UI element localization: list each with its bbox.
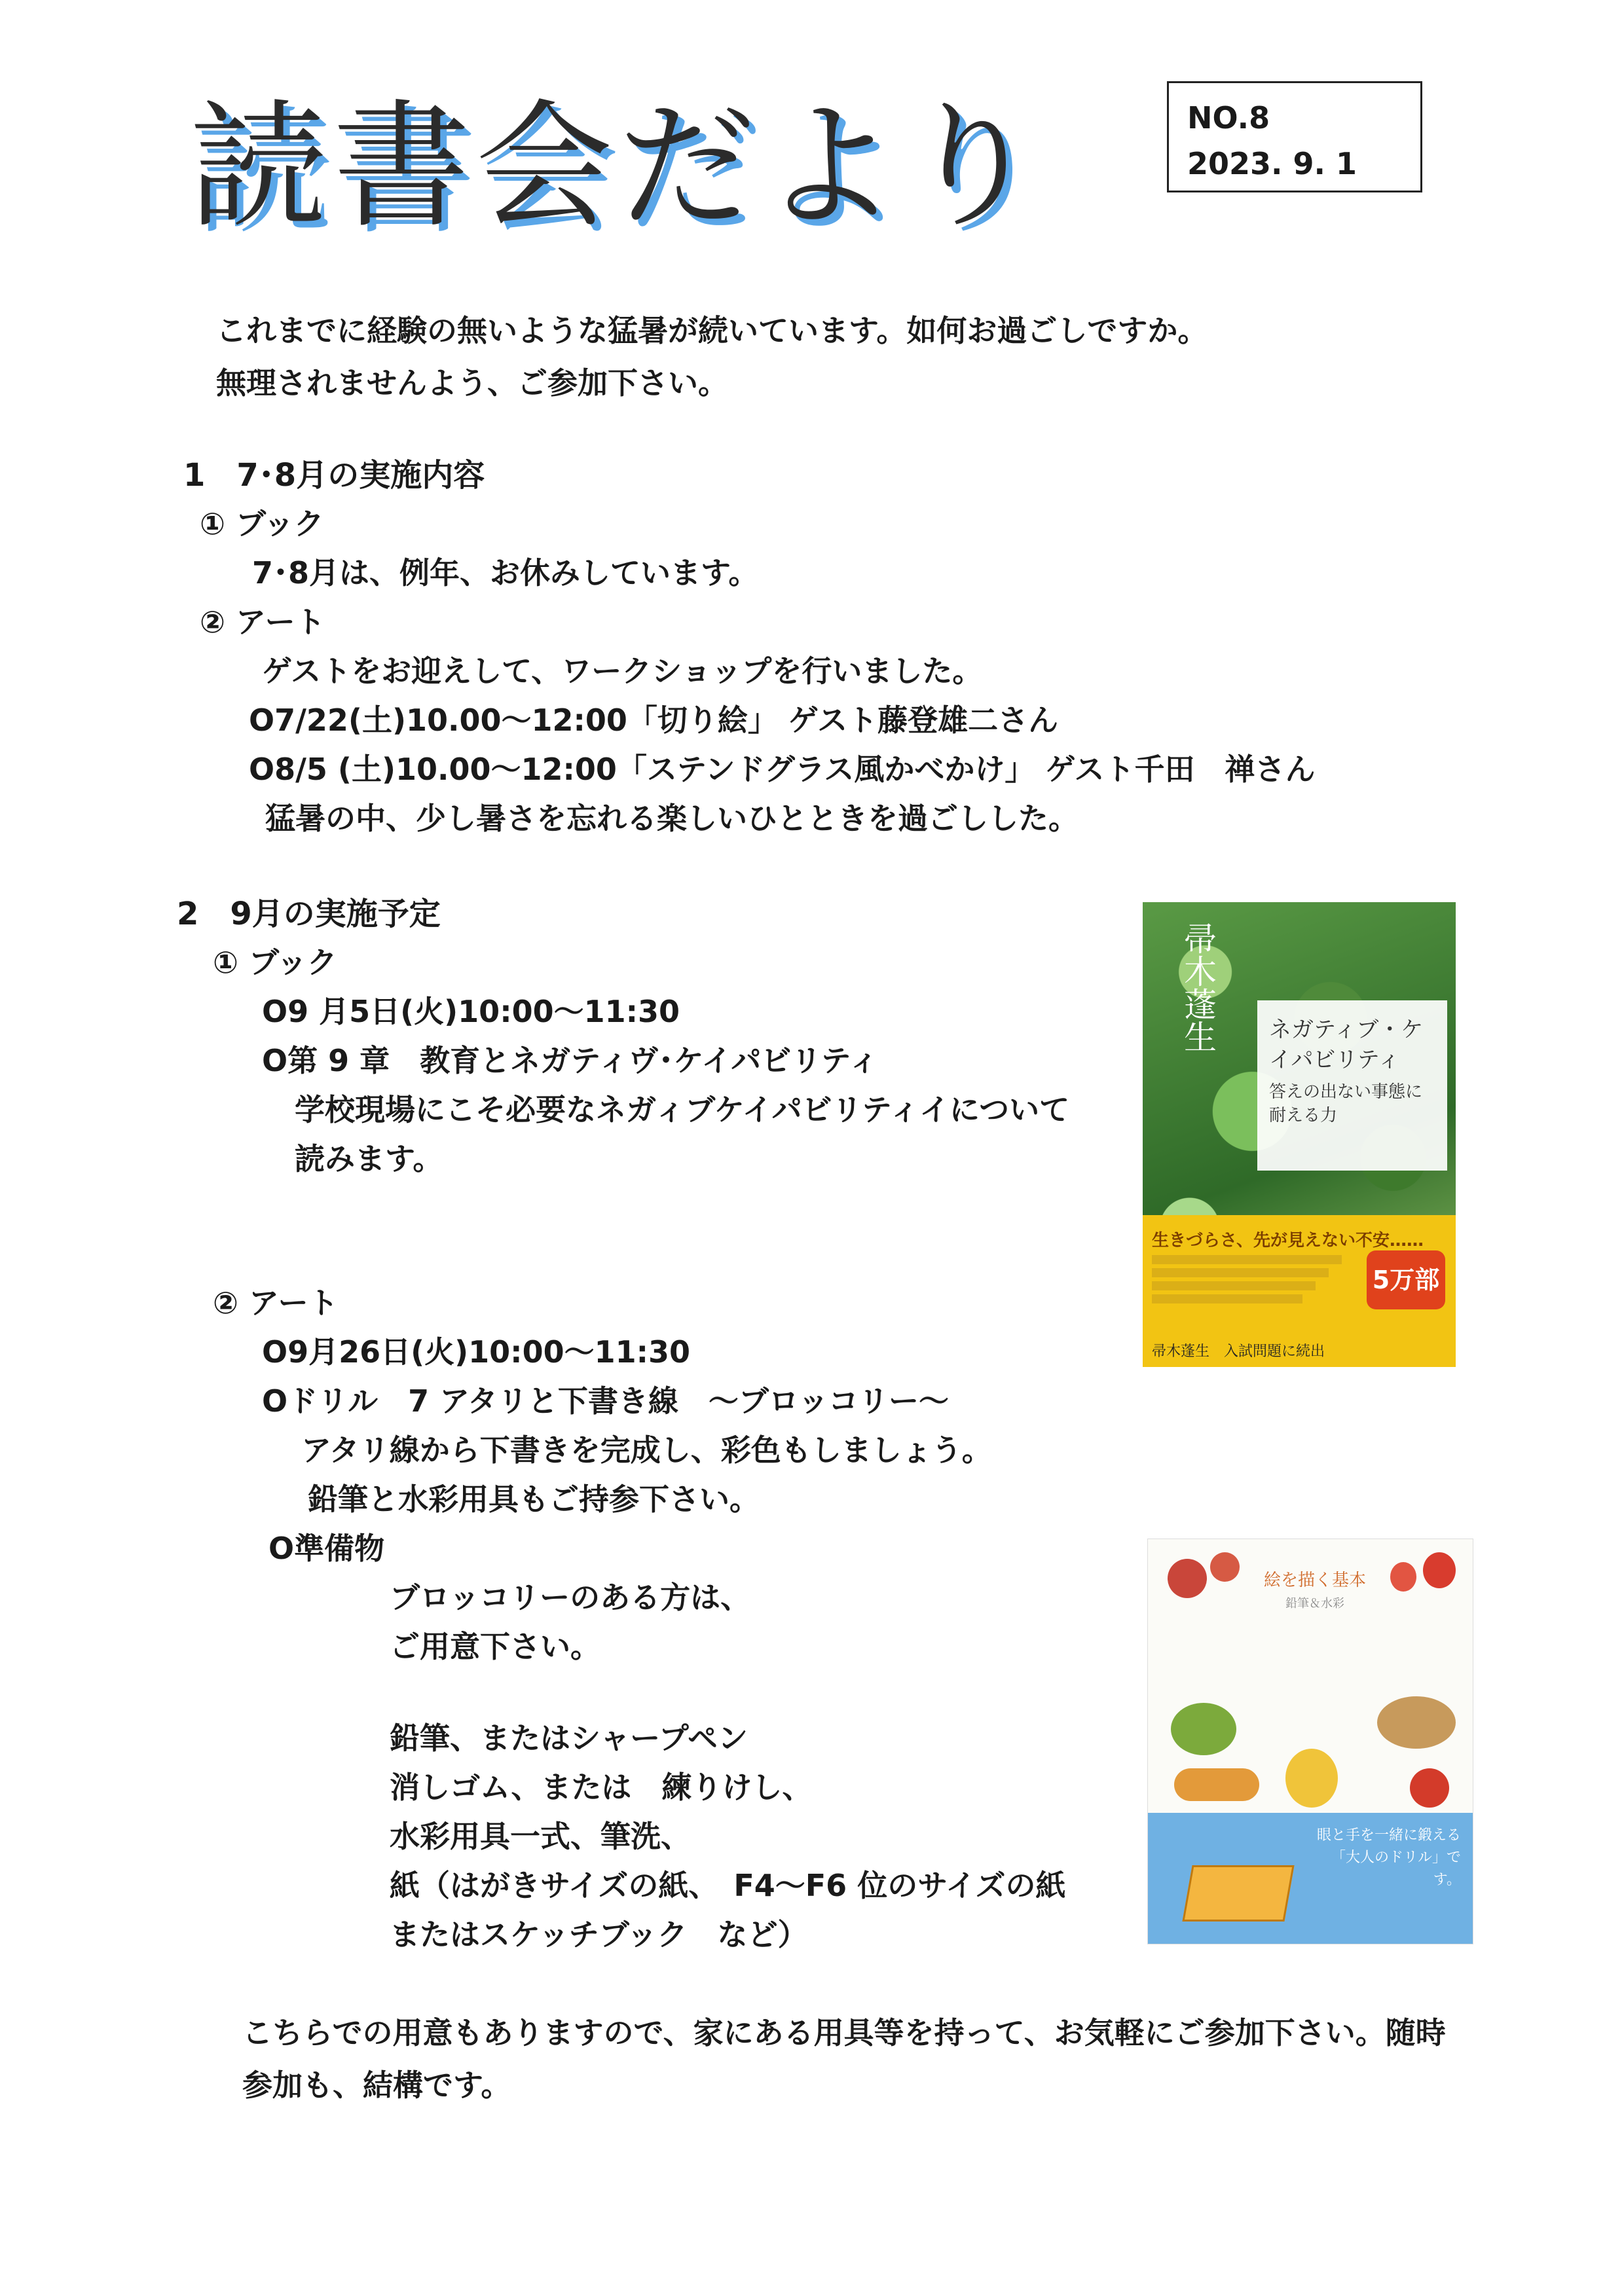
book-cover-negative-capability bbox=[1143, 902, 1456, 1367]
issue-number: NO.8 bbox=[1187, 100, 1270, 136]
section1-heading: 1 7･8月の実施内容 bbox=[183, 457, 485, 494]
strawberry-illustration bbox=[1390, 1562, 1416, 1592]
bread-illustration bbox=[1174, 1768, 1259, 1801]
intro-line-2: 無理されませんよう、ご参加下さい。 bbox=[216, 365, 728, 401]
book1-band-footer: 帚木蓬生 入試問題に続出 bbox=[1152, 1343, 1325, 1360]
prep-label: O準備物 bbox=[268, 1531, 385, 1566]
book2-blue-band bbox=[1148, 1813, 1473, 1944]
intro-line-1: これまでに経験の無いような猛暑が続いています。如何お過ごしですか。 bbox=[216, 313, 1208, 348]
section2-art-label: ② アート bbox=[213, 1285, 339, 1321]
book1-sales-badge: 5万部 bbox=[1367, 1250, 1445, 1309]
book2-title: 絵を描く基本 bbox=[1263, 1571, 1366, 1590]
section1-art-label: ② アート bbox=[200, 604, 325, 640]
closing-line-2: 参加も、結構です。 bbox=[242, 2068, 511, 2103]
prep-line: またはスケッチブック など） bbox=[390, 1917, 808, 1952]
book2-band-text: 眼と手を一緒に鍛える「大人のドリル」です。 bbox=[1316, 1827, 1461, 1888]
broccoli-illustration bbox=[1171, 1703, 1236, 1755]
newsletter-title: 読書会だより bbox=[190, 86, 1047, 247]
section2-art-line: アタリ線から下書きを完成し、彩色もしましょう。 bbox=[301, 1432, 992, 1468]
book1-title-panel bbox=[1257, 1000, 1447, 1171]
section1-book-text: 7･8月は、例年、お休みしています。 bbox=[252, 555, 759, 591]
section2-book-line: 学校現場にこそ必要なネガィブケイパビリティイについて bbox=[295, 1092, 1070, 1127]
book2-book-illustration bbox=[1182, 1865, 1294, 1922]
section1-art-line: O7/22(土)10.00～12:00「切り絵」 ゲスト藤登雄二さん bbox=[249, 702, 1059, 738]
section2-art-line: O9月26日(火)10:00～11:30 bbox=[262, 1334, 691, 1370]
prep-line: ブロッコリーのある方は、 bbox=[390, 1580, 751, 1615]
book-cover-drawing-basics bbox=[1147, 1539, 1473, 1944]
flower-illustration bbox=[1285, 1749, 1338, 1808]
section1-art-line: O8/5 (土)10.00～12:00「ステンドグラス風かべかけ」 ゲスト千田 禅さん bbox=[249, 752, 1316, 787]
book2-title-block bbox=[1246, 1569, 1384, 1616]
prep-line: 鉛筆、またはシャープペン bbox=[390, 1721, 748, 1756]
strawberry-illustration bbox=[1210, 1552, 1240, 1582]
section2-book-line: O第 9 章 教育とネガティヴ･ケイパビリティ bbox=[262, 1043, 879, 1078]
issue-box bbox=[1167, 81, 1422, 192]
book1-catchphrase: 生きづらさ、先が見えない不安…… bbox=[1152, 1231, 1424, 1250]
prep-line: 消しゴム、または 練りけし、 bbox=[390, 1770, 813, 1805]
section1-art-line: ゲストをお迎えして、ワークショップを行いました。 bbox=[262, 653, 983, 689]
book1-author: 帚木蓬生 bbox=[1179, 922, 1217, 1053]
cat-illustration bbox=[1377, 1696, 1456, 1749]
book1-subtitle: 答えの出ない事態に耐える力 bbox=[1269, 1082, 1423, 1125]
strawberry-illustration bbox=[1423, 1552, 1456, 1588]
section1-art-line: 猛暑の中、少し暑さを忘れる楽しいひとときを過ごしした。 bbox=[265, 801, 1079, 836]
book1-title: ネガティブ・ケイパビリティ bbox=[1269, 1017, 1424, 1073]
closing-line-1: こちらでの用意もありますので、家にある用具等を持って、お気軽にご参加下さい。随時 bbox=[242, 2015, 1446, 2050]
prep-line: 水彩用具一式、筆洗、 bbox=[390, 1819, 691, 1854]
book2-subtitle: 鉛筆＆水彩 bbox=[1285, 1597, 1344, 1611]
section2-heading: 2 9月の実施予定 bbox=[177, 896, 441, 932]
section2-art-line: 鉛筆と水彩用具もご持参下さい。 bbox=[308, 1482, 760, 1517]
prep-line: ご用意下さい。 bbox=[390, 1629, 600, 1664]
section2-book-line: O9 月5日(火)10:00～11:30 bbox=[262, 994, 680, 1029]
section2-book-label: ① ブック bbox=[213, 945, 337, 980]
issue-date: 2023. 9. 1 bbox=[1187, 146, 1357, 181]
section2-book-line: 読みます。 bbox=[295, 1141, 443, 1176]
book1-obi-band bbox=[1143, 1215, 1456, 1367]
tomato-illustration bbox=[1410, 1768, 1449, 1808]
section2-art-line: Oドリル 7 アタリと下書き線 ～ブロッコリー～ bbox=[262, 1383, 949, 1419]
prep-line: 紙（はがきサイズの紙、 F4～F6 位のサイズの紙 bbox=[390, 1868, 1066, 1903]
strawberry-illustration bbox=[1168, 1559, 1207, 1598]
section1-book-label: ① ブック bbox=[200, 506, 324, 541]
